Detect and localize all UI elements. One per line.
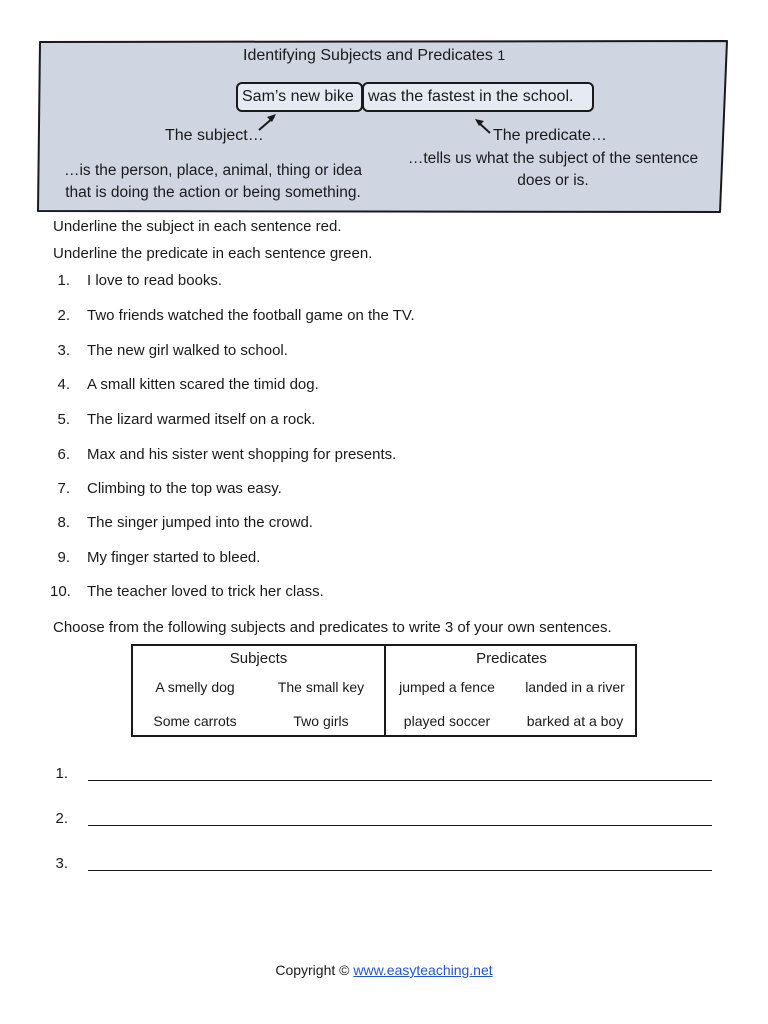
question-text: A small kitten scared the timid dog. — [87, 376, 319, 393]
answer-number: 3. — [55, 855, 68, 872]
predicate-option: played soccer — [403, 713, 491, 729]
website-link[interactable]: www.easyteaching.net — [353, 962, 493, 978]
example-predicate-text: was the fastest in the school. — [368, 88, 574, 105]
predicates-header: Predicates — [476, 650, 547, 667]
choice-table — [131, 644, 637, 737]
page-title — [243, 47, 505, 65]
subject-option: A smelly dog — [155, 679, 235, 695]
question-number: 9. — [57, 549, 70, 566]
predicate-label: The predicate… — [493, 127, 607, 144]
answer-line[interactable] — [88, 780, 712, 781]
subject-desc-line1: …is the person, place, animal, thing or idea — [63, 162, 363, 179]
copyright-footer — [0, 962, 768, 978]
answer-number: 1. — [55, 765, 68, 782]
copyright-text: Copyright © — [275, 962, 350, 978]
subject-option: Some carrots — [153, 713, 237, 729]
question-text: The teacher loved to trick her class. — [87, 583, 324, 600]
question-number: 4. — [57, 376, 70, 393]
question-text: I love to read books. — [87, 272, 223, 289]
predicate-description — [400, 148, 706, 192]
subjects-header: Subjects — [229, 650, 288, 667]
question-number: 5. — [57, 411, 70, 428]
answer-line[interactable] — [88, 825, 712, 826]
page-title-number: 1 — [497, 47, 506, 63]
predicate-option: barked at a boy — [526, 713, 624, 729]
question-number: 2. — [57, 307, 70, 324]
subject-option: The small key — [277, 679, 365, 695]
page-title-text: Identifying Subjects and Predicates — [243, 47, 493, 64]
answer-number: 2. — [55, 810, 68, 827]
predicate-option: landed in a river — [525, 679, 625, 695]
predicate-desc-line2: does or is. — [517, 172, 589, 189]
question-text: The singer jumped into the crowd. — [87, 514, 313, 531]
question-number: 3. — [57, 342, 70, 359]
question-number: 6. — [57, 446, 70, 463]
question-number: 1. — [57, 272, 70, 289]
question-text: The new girl walked to school. — [87, 342, 288, 359]
question-number: 7. — [57, 480, 70, 497]
predicate-option: jumped a fence — [399, 679, 495, 695]
instruction-subject: Underline the subject in each sentence red. — [53, 218, 342, 235]
instruction-predicate: Underline the predicate in each sentence green. — [53, 245, 373, 262]
subject-option: Two girls — [293, 713, 349, 729]
example-subject-box — [236, 82, 363, 112]
subject-description — [48, 160, 378, 204]
question-text: Climbing to the top was easy. — [87, 480, 282, 497]
predicate-desc-line1: …tells us what the subject of the sentence — [407, 150, 699, 167]
question-number: 10. — [50, 583, 71, 600]
example-predicate-box — [362, 82, 594, 112]
question-text: My finger started to bleed. — [87, 549, 261, 566]
subject-label: The subject… — [165, 127, 264, 144]
choose-prompt: Choose from the following subjects and predicates to write 3 of your own sentences. — [53, 619, 612, 636]
question-text: Two friends watched the football game on the TV. — [87, 307, 415, 324]
subject-desc-line2: that is doing the action or being something. — [65, 184, 361, 201]
answer-line[interactable] — [88, 870, 712, 871]
question-text: The lizard warmed itself on a rock. — [87, 411, 316, 428]
question-number: 8. — [57, 514, 70, 531]
example-subject-text: Sam’s new bike — [242, 88, 354, 105]
question-text: Max and his sister went shopping for presents. — [87, 446, 397, 463]
